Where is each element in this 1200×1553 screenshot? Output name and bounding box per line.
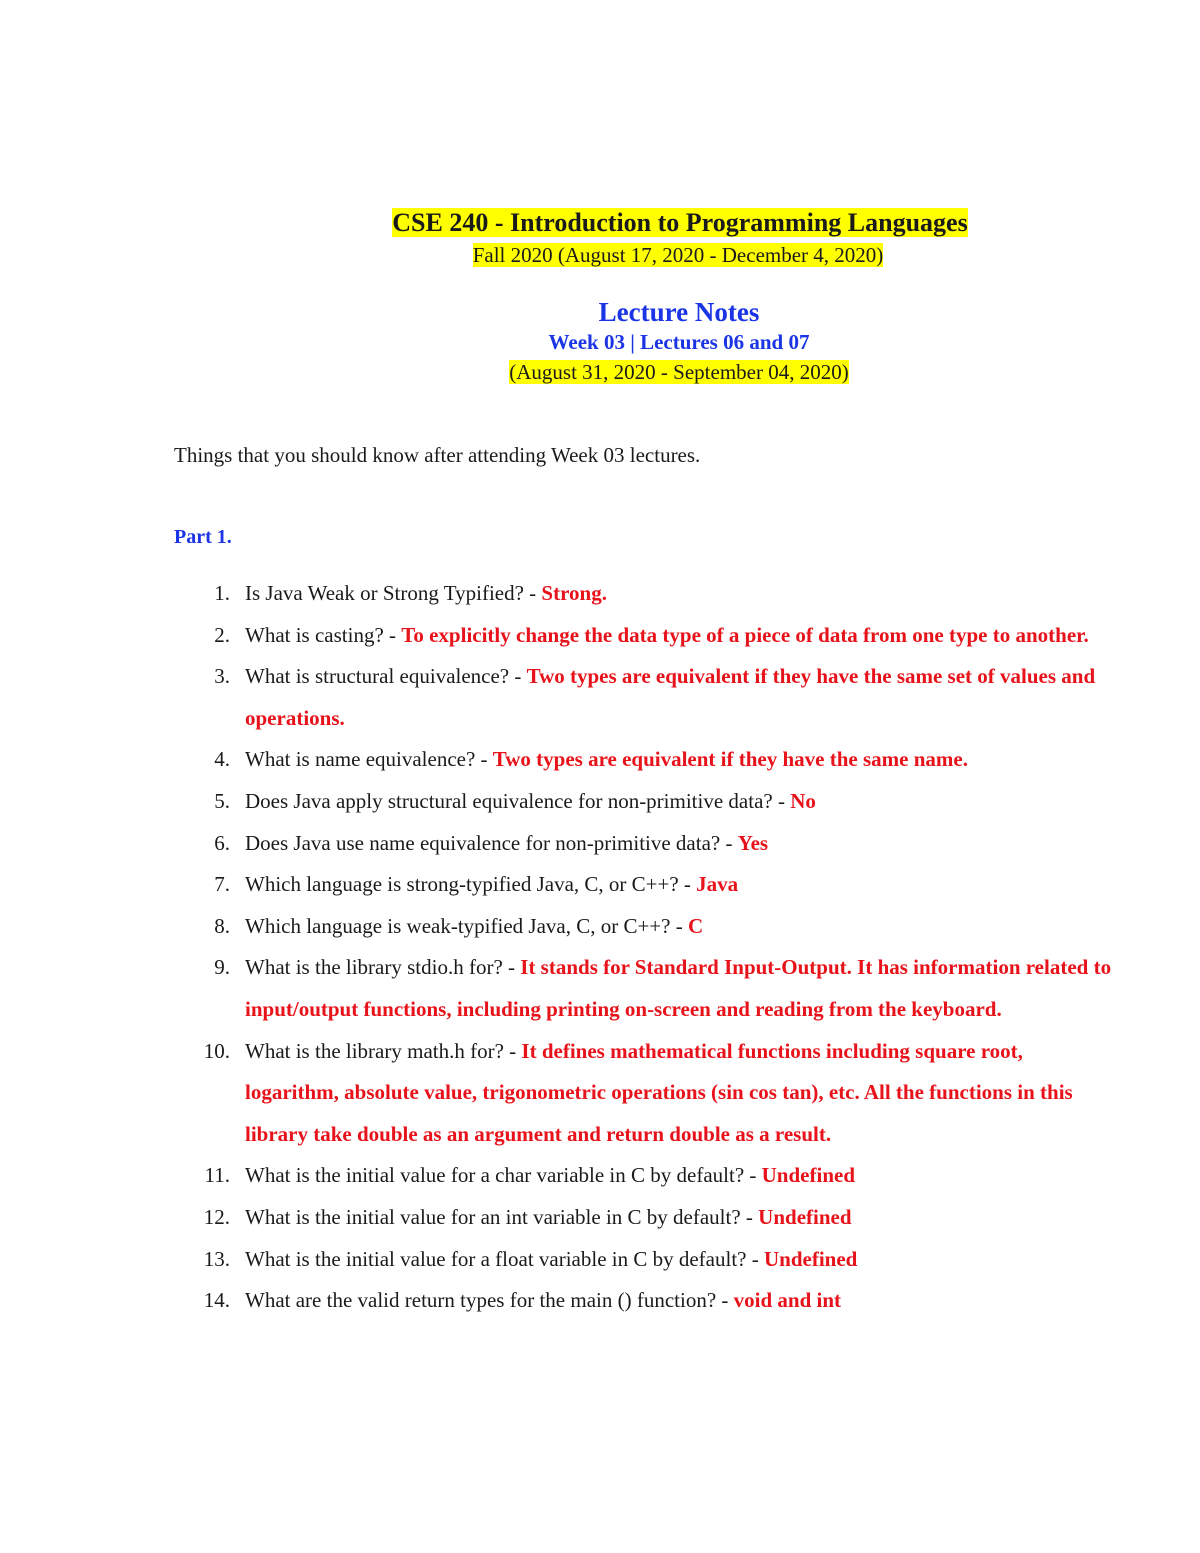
question-number: 12. [203,1204,230,1229]
question-item [0,1197,1115,1239]
question-number: 8. [214,913,230,938]
question-text: What is the initial value for a char variable in C by default? - [245,1163,762,1188]
question-item [0,947,1115,1030]
question-item [0,1031,1115,1156]
answer-text: Undefined [761,1163,855,1188]
part-heading: Part 1. [174,526,232,548]
answer-text: void and int [733,1288,842,1313]
question-text: What is the library stdio.h for? - [245,955,521,980]
question-text: Does Java apply structural equivalence for non-primitive data? - [245,788,791,813]
question-item [0,573,1115,615]
answer-text: Yes [737,830,769,855]
answer-text: Undefined [758,1204,852,1229]
question-number: 7. [214,872,230,897]
question-text: What is casting? - [245,622,402,647]
question-item [0,615,1115,657]
question-text: Does Java use name equivalence for non-primitive data? - [245,830,738,855]
question-number: 11. [204,1163,230,1188]
question-text: Which language is weak-typified Java, C, or C++? - [245,913,688,938]
question-number: 1. [214,581,230,605]
question-text: What is name equivalence? - [245,747,493,772]
answer-text: Two types are equivalent if they have the same name. [492,747,968,772]
answer-text: To explicitly change the data type of a piece of data from one type to another. [401,622,1089,647]
date-range-line [0,360,1200,385]
question-number: 5. [214,788,230,813]
answer-text: Two types are equivalent if they have the same set of values and operations. [245,664,1096,730]
question-number: 9. [214,955,230,980]
question-number: 13. [203,1246,230,1271]
answer-text: It stands for Standard Input-Output. It has information related to input/output functions, including printing on-screen and reading from the keyboard. [245,955,1112,1021]
course-title [0,208,1200,238]
answer-text: C [687,913,704,938]
answer-text: It defines mathematical functions including square root, logarithm, absolute value, trigonometric operations (sin cos tan), etc. All the functions in this library take double as an argument and return double as a result. [245,1038,1073,1146]
answer-text: Java [696,872,739,897]
question-text: What is the initial value for a float variable in C by default? - [245,1246,764,1271]
question-number: 10. [203,1038,230,1063]
question-list [0,573,1200,1322]
answer-text: Undefined [763,1246,858,1271]
question-item [0,739,1115,781]
question-text: Which language is strong-typified Java, C, or C++? - [245,872,697,897]
answer-text: Strong. [541,581,607,605]
question-item [0,656,1115,739]
question-item [0,1280,1115,1322]
question-item [0,823,1115,865]
question-number: 4. [214,747,230,772]
question-item [0,906,1115,948]
question-item [0,781,1115,823]
question-text: Is Java Weak or Strong Typified? - [245,581,542,605]
question-number: 2. [214,622,230,647]
question-text: What is structural equivalence? - [245,664,527,689]
answer-text: No [790,788,816,813]
lecture-notes-title: Lecture Notes [598,297,760,327]
week-lectures-line: Week 03 | Lectures 06 and 07 [548,330,810,354]
intro-text: Things that you should know after attending Week 03 lectures. [174,443,701,467]
question-number: 14. [203,1288,230,1313]
term-line [0,243,1200,268]
date-range-text: (August 31, 2020 - September 04, 2020) [509,360,849,384]
question-number: 3. [214,664,230,689]
term-text: Fall 2020 (August 17, 2020 - December 4, 2020) [472,243,884,267]
question-item [0,1155,1115,1197]
question-text: What is the initial value for an int variable in C by default? - [245,1204,759,1229]
question-text: What is the library math.h for? - [245,1038,522,1063]
question-item [0,864,1115,906]
course-title-text: CSE 240 - Introduction to Programming Languages [392,208,968,237]
question-text: What are the valid return types for the main () function? - [245,1288,734,1313]
question-number: 6. [214,830,230,855]
question-item [0,1239,1115,1281]
